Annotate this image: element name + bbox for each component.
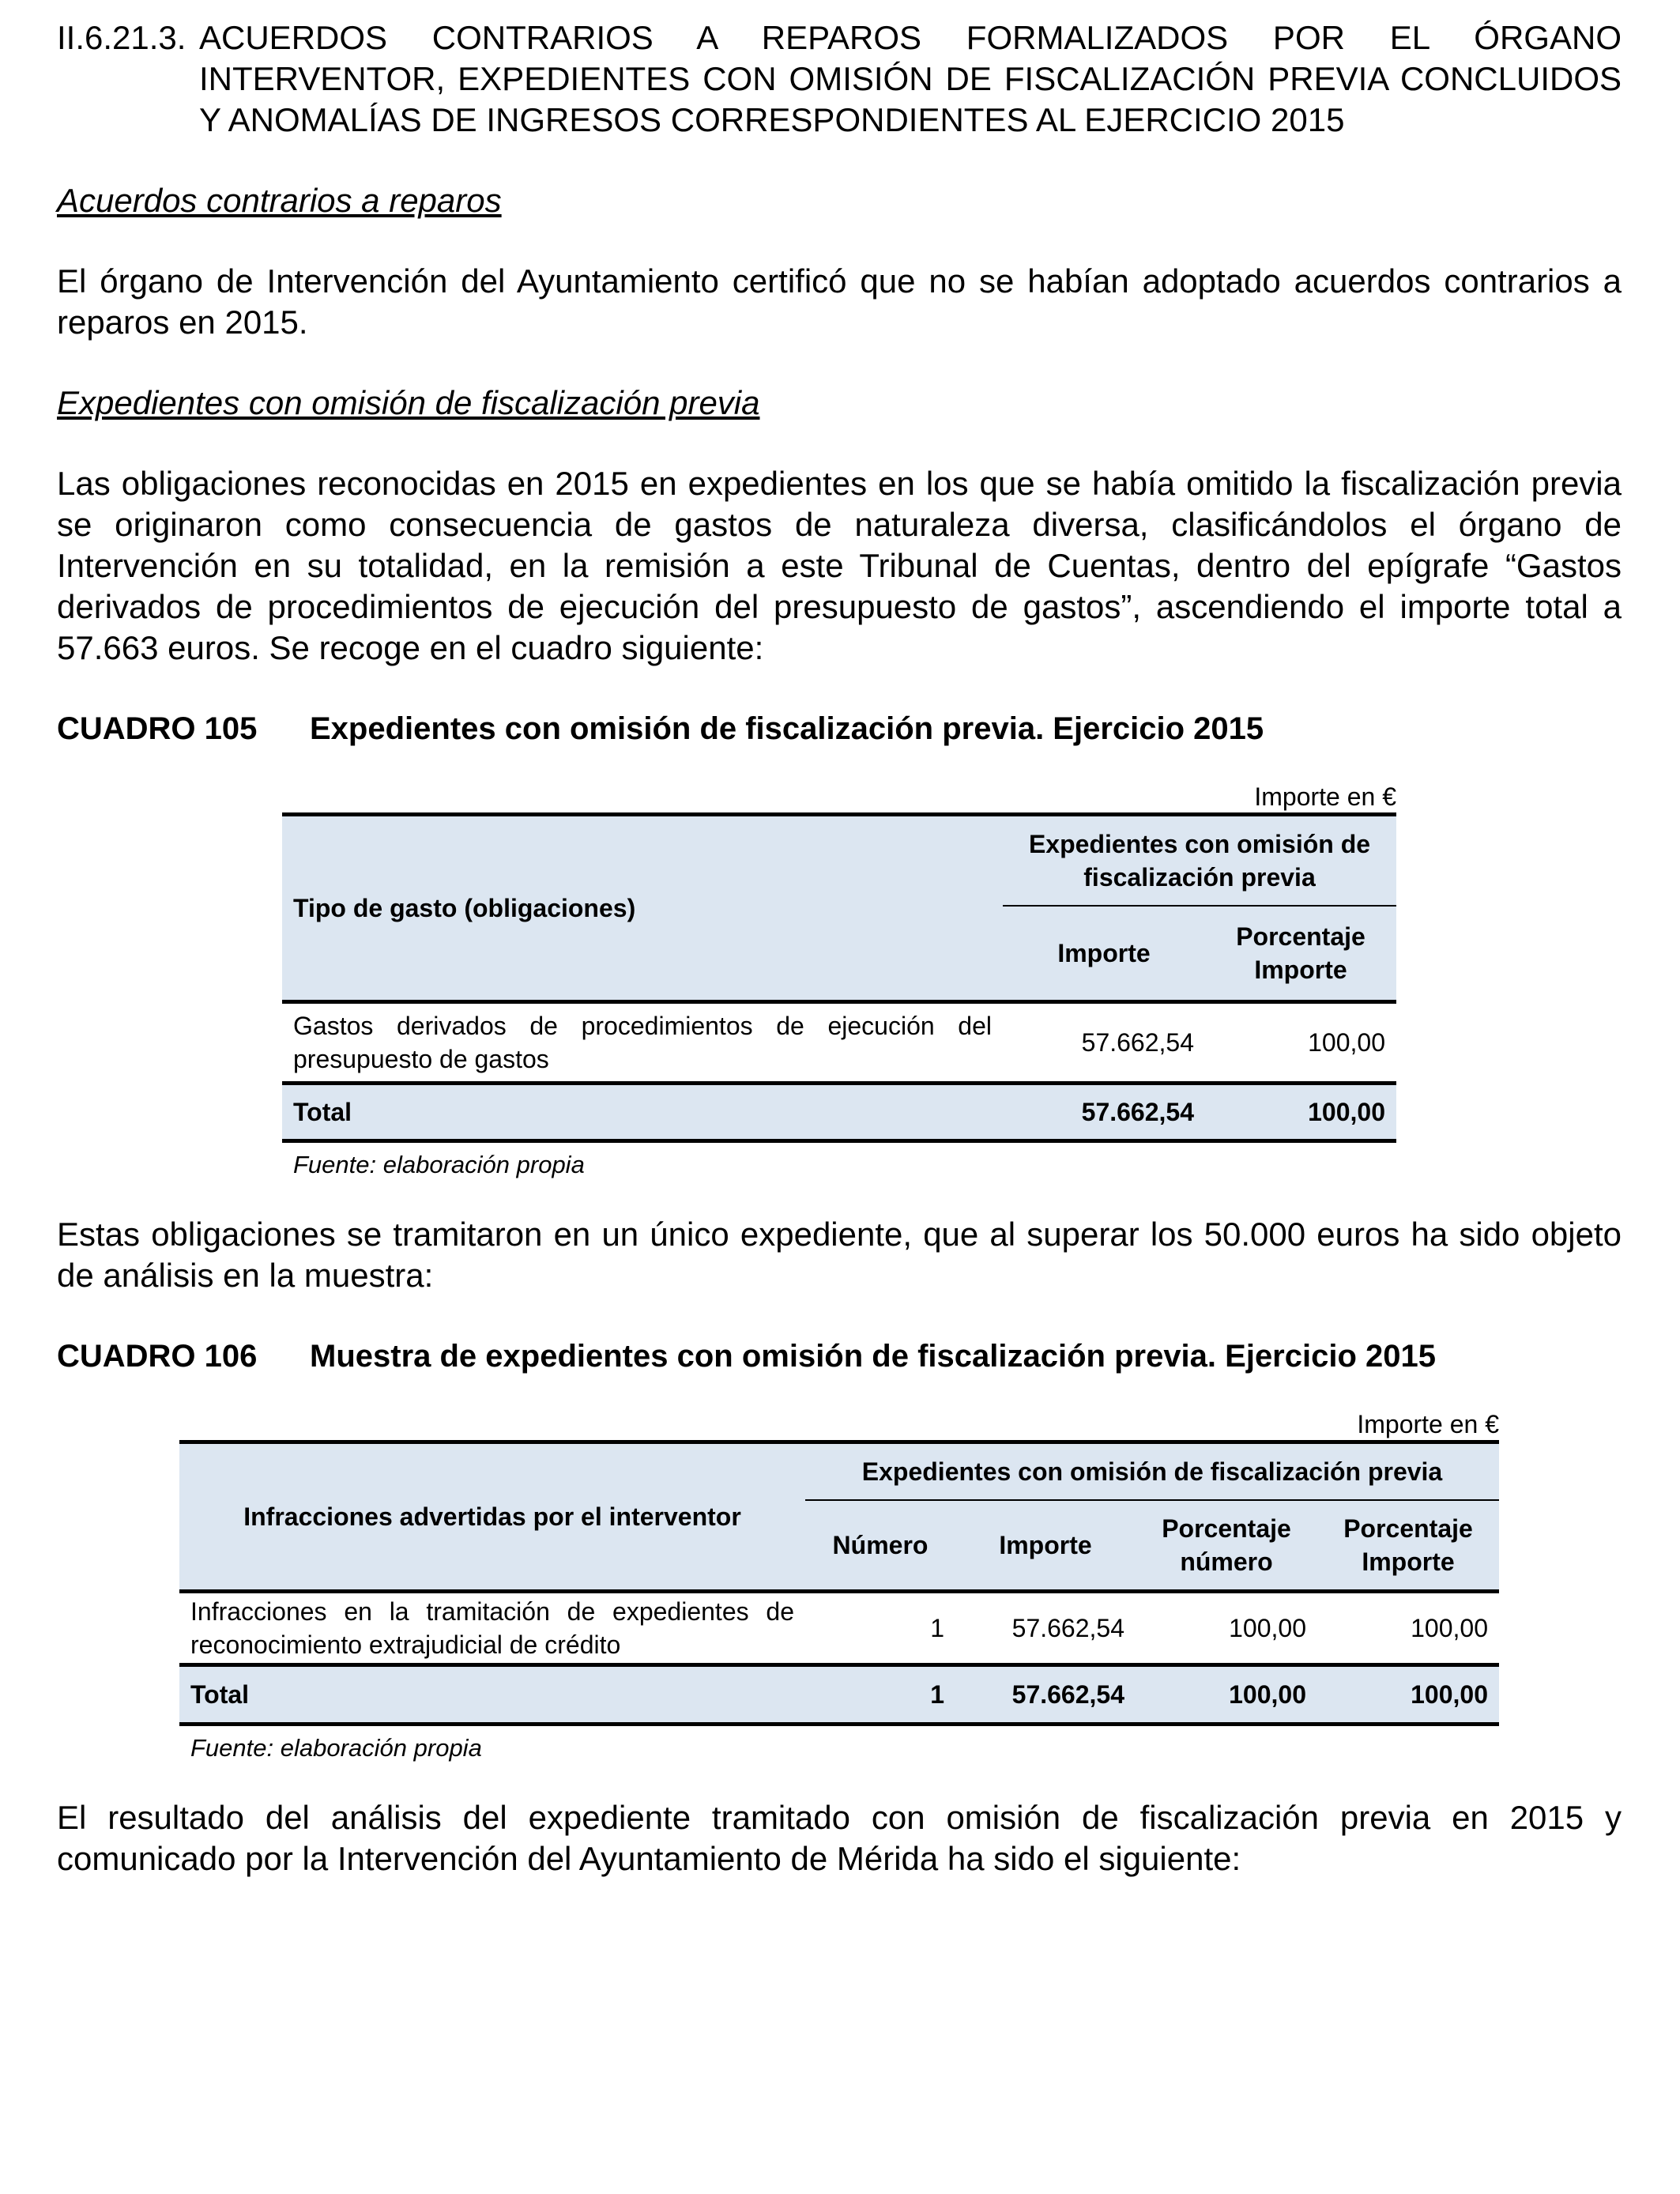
table-row (282, 1002, 1396, 1084)
cuadro-105-source: Fuente: elaboración propia (293, 1151, 585, 1178)
header-infracciones: Infracciones advertidas por el interventor (179, 1442, 805, 1592)
row-porcentaje-numero: 100,00 (1229, 1614, 1306, 1642)
cuadro-105-title: Expedientes con omisión de fiscalización previa. Ejercicio 2015 (310, 711, 1264, 746)
total-porcentaje-numero: 100,00 (1136, 1665, 1317, 1725)
paragraph-unico-expediente: Estas obligaciones se tramitaron en un único expediente, que al superar los 50.000 euros ha sido objeto de análisis en la muestra: (57, 1216, 1622, 1294)
total-label: Total (179, 1665, 805, 1725)
cuadro-105-unit: Importe en € (1254, 782, 1396, 811)
row-porcentaje: 100,00 (1308, 1028, 1385, 1057)
table-row (179, 1592, 1499, 1665)
subtitle-acuerdos: Acuerdos contrarios a reparos (57, 182, 502, 219)
cuadro-105-block (282, 781, 1396, 1181)
total-porcentaje: 100,00 (1205, 1084, 1396, 1141)
paragraph-acuerdos: El órgano de Intervención del Ayuntamiento certificó que no se habían adoptado acuerdos contrarios a reparos en 2015. (57, 262, 1622, 341)
header-porcentaje-numero: Porcentaje número (1136, 1500, 1317, 1592)
header-importe: Importe (1003, 906, 1205, 1002)
cuadro-106-caption (57, 1336, 1622, 1377)
cuadro-106-title: Muestra de expedientes con omisión de fiscalización previa. Ejercicio 2015 (310, 1339, 1436, 1374)
heading-title: ACUERDOS CONTRARIOS A REPAROS FORMALIZADOS POR EL ÓRGANO INTERVENTOR, EXPEDIENTES CON OMISIÓN DE FISCALIZACIÓN PREVIA CONCLUIDOS Y ANOMALÍAS DE INGRESOS CORRESPONDIENTES AL EJERCICIO 2015 (199, 19, 1622, 138)
header-expedientes-group: Expedientes con omisión de fiscalización previa (805, 1442, 1499, 1501)
subtitle-expedientes: Expedientes con omisión de fiscalización previa (57, 384, 760, 421)
total-importe: 57.662,54 (955, 1665, 1136, 1725)
cuadro-106-table (179, 1440, 1499, 1726)
row-numero: 1 (930, 1614, 944, 1642)
total-numero: 1 (805, 1665, 955, 1725)
row-importe: 57.662,54 (1011, 1614, 1124, 1642)
section-heading (57, 17, 1622, 141)
cuadro-105-table (282, 812, 1396, 1143)
total-label: Total (282, 1084, 1003, 1141)
row-label: Infracciones en la tramitación de expedientes de reconocimiento extrajudicial de crédito (190, 1597, 794, 1659)
cuadro-105-number: CUADRO 105 (57, 711, 258, 746)
heading-number: II.6.21.3. (57, 19, 186, 56)
header-porcentaje-importe: Porcentaje Importe (1205, 906, 1396, 1002)
paragraph-expedientes: Las obligaciones reconocidas en 2015 en expedientes en los que se había omitido la fiscalización previa se originaron como consecuencia de gastos de naturaleza diversa, clasificándolos el órgano de Intervención en su totalidad, en la remisión a este Tribunal de Cuentas, dentro del epígrafe “Gastos derivados de procedimientos de ejecución del presupuesto de gastos”, ascendiendo el importe total a 57.663 euros. Se recoge en el cuadro siguiente: (57, 465, 1622, 666)
document-page (57, 17, 1622, 1879)
row-importe: 57.662,54 (1081, 1028, 1194, 1057)
total-porcentaje-importe: 100,00 (1317, 1665, 1499, 1725)
header-numero: Número (805, 1500, 955, 1592)
cuadro-106-block (179, 1408, 1499, 1764)
row-label: Gastos derivados de procedimientos de ejecución del presupuesto de gastos (293, 1012, 992, 1073)
header-tipo-gasto: Tipo de gasto (obligaciones) (282, 815, 1003, 1002)
header-expedientes-group: Expedientes con omisión de fiscalización previa (1003, 815, 1396, 907)
cuadro-106-unit: Importe en € (1357, 1410, 1499, 1438)
header-importe: Importe (955, 1500, 1136, 1592)
cuadro-105-caption (57, 708, 1622, 749)
cuadro-106-source: Fuente: elaboración propia (190, 1734, 482, 1762)
paragraph-resultado: El resultado del análisis del expediente tramitado con omisión de fiscalización previa en 2015 y comunicado por la Intervención del Ayuntamiento de Mérida ha sido el siguiente: (57, 1799, 1622, 1877)
row-porcentaje-importe: 100,00 (1411, 1614, 1488, 1642)
header-porcentaje-importe: Porcentaje Importe (1317, 1500, 1499, 1592)
total-row (179, 1665, 1499, 1725)
cuadro-106-number: CUADRO 106 (57, 1339, 258, 1374)
total-importe: 57.662,54 (1003, 1084, 1205, 1141)
total-row (282, 1084, 1396, 1141)
